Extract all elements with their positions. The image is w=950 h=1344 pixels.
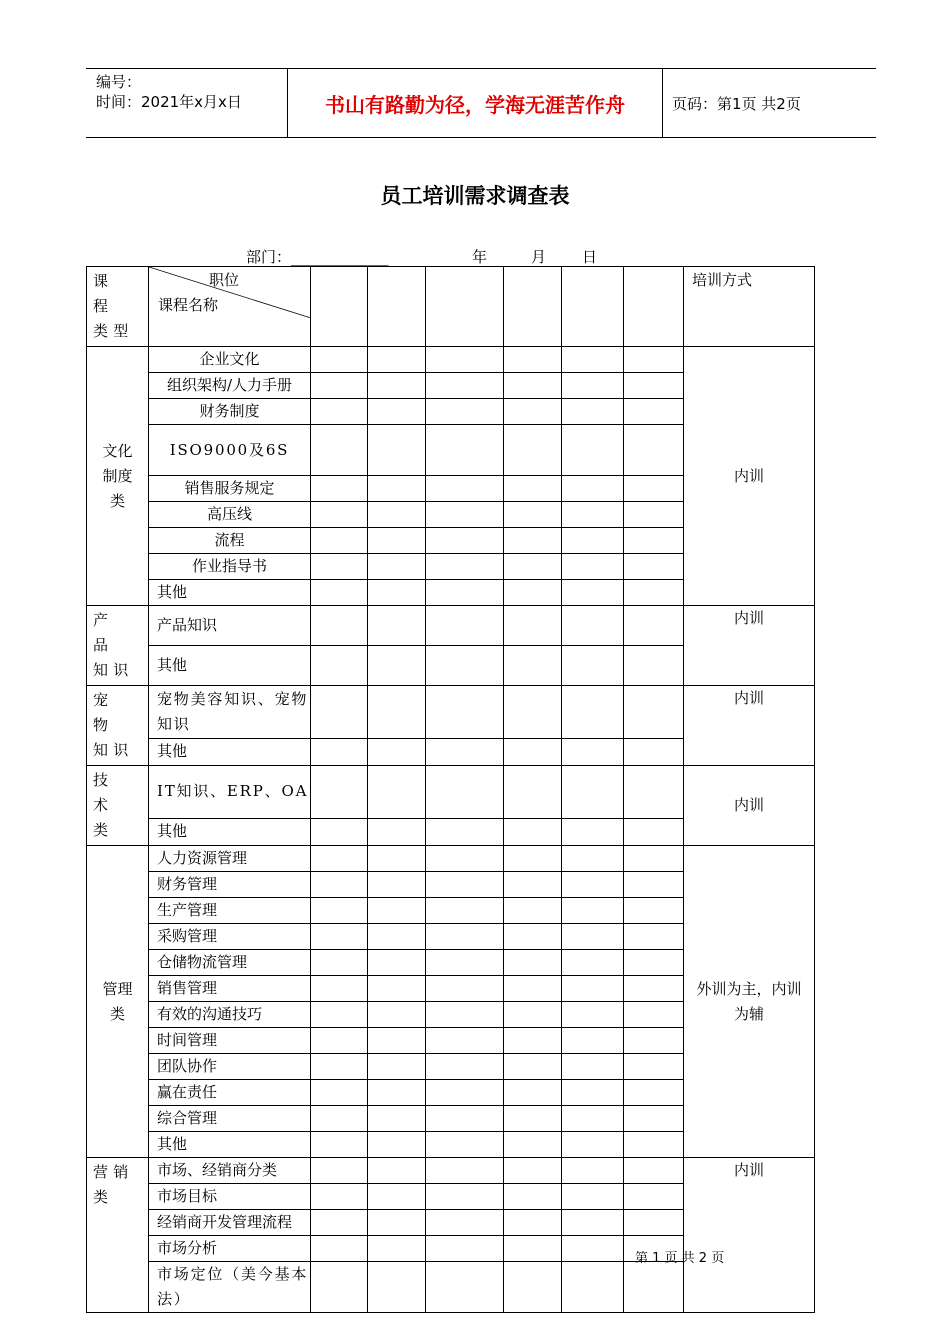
- position-input-cell[interactable]: [562, 1210, 624, 1236]
- course-name: 其他: [149, 1132, 311, 1158]
- position-input-cell[interactable]: [624, 818, 684, 845]
- position-input-cell[interactable]: [562, 399, 624, 425]
- table-row: [87, 606, 815, 646]
- position-input-cell[interactable]: [426, 606, 504, 646]
- position-input-cell[interactable]: [624, 347, 684, 373]
- position-input-cell[interactable]: [426, 646, 504, 686]
- position-input-cell[interactable]: [311, 976, 368, 1002]
- position-input-cell[interactable]: [311, 1184, 368, 1210]
- position-input-cell[interactable]: [504, 399, 562, 425]
- training-method: 内训: [684, 1158, 815, 1313]
- position-input-cell[interactable]: [368, 1080, 426, 1106]
- course-name: 财务制度: [149, 399, 311, 425]
- position-input-cell[interactable]: [624, 766, 684, 819]
- position-input-cell[interactable]: [562, 950, 624, 976]
- position-input-cell[interactable]: [562, 1184, 624, 1210]
- position-input-cell[interactable]: [504, 1106, 562, 1132]
- position-input-cell[interactable]: [311, 1028, 368, 1054]
- course-name: 其他: [149, 738, 311, 765]
- position-input-cell[interactable]: [624, 686, 684, 739]
- position-input-cell[interactable]: [426, 1002, 504, 1028]
- header-date: 时间：2021年x月x日: [96, 93, 242, 111]
- position-input-cell[interactable]: [504, 738, 562, 765]
- position-input-cell[interactable]: [624, 399, 684, 425]
- position-input-cell[interactable]: [504, 1184, 562, 1210]
- position-input-cell[interactable]: [504, 425, 562, 476]
- course-name: 仓储物流管理: [149, 950, 311, 976]
- page-footer: 第 1 页 共 2 页: [635, 1251, 725, 1266]
- position-input-cell[interactable]: [368, 347, 426, 373]
- position-input-cell[interactable]: [562, 872, 624, 898]
- position-input-cell[interactable]: [368, 399, 426, 425]
- position-input-cell[interactable]: [624, 646, 684, 686]
- position-input-cell[interactable]: [562, 554, 624, 580]
- document-title: 员工培训需求调查表: [380, 183, 570, 208]
- position-input-cell[interactable]: [562, 373, 624, 399]
- position-input-cell[interactable]: [624, 425, 684, 476]
- position-input-cell[interactable]: [311, 502, 368, 528]
- position-input-cell[interactable]: [311, 580, 368, 606]
- position-input-cell[interactable]: [562, 738, 624, 765]
- position-input-cell[interactable]: [368, 1236, 426, 1262]
- position-input-cell[interactable]: [426, 373, 504, 399]
- position-input-cell[interactable]: [368, 1054, 426, 1080]
- position-input-cell[interactable]: [624, 1262, 684, 1313]
- position-input-cell[interactable]: [504, 846, 562, 872]
- course-name: 销售管理: [149, 976, 311, 1002]
- position-input-cell[interactable]: [562, 1132, 624, 1158]
- position-input-cell[interactable]: [368, 1184, 426, 1210]
- position-input-cell[interactable]: [504, 898, 562, 924]
- position-input-cell[interactable]: [368, 976, 426, 1002]
- position-input-cell[interactable]: [368, 1028, 426, 1054]
- course-name: 销售服务规定: [149, 476, 311, 502]
- position-input-cell[interactable]: [562, 1262, 624, 1313]
- position-input-cell[interactable]: [504, 502, 562, 528]
- course-name: 宠物美容知识、宠物知识: [149, 686, 311, 739]
- course-name: 生产管理: [149, 898, 311, 924]
- position-input-cell[interactable]: [562, 1158, 624, 1184]
- position-input-cell[interactable]: [562, 898, 624, 924]
- position-input-cell[interactable]: [368, 924, 426, 950]
- date-month: 月: [531, 248, 547, 266]
- position-input-cell[interactable]: [562, 766, 624, 819]
- date-day: 日: [582, 248, 598, 266]
- course-name: 综合管理: [149, 1106, 311, 1132]
- position-input-cell[interactable]: [504, 818, 562, 845]
- position-input-cell[interactable]: [504, 347, 562, 373]
- position-input-cell[interactable]: [311, 399, 368, 425]
- position-input-cell[interactable]: [504, 580, 562, 606]
- position-input-cell[interactable]: [504, 554, 562, 580]
- table-row: [87, 686, 815, 739]
- position-input-cell[interactable]: [368, 606, 426, 646]
- position-input-cell[interactable]: [311, 528, 368, 554]
- position-input-cell[interactable]: [426, 738, 504, 765]
- position-input-cell[interactable]: [624, 950, 684, 976]
- header-position: 职位: [209, 271, 240, 289]
- position-input-cell[interactable]: [311, 1132, 368, 1158]
- position-input-cell[interactable]: [624, 1184, 684, 1210]
- position-input-cell[interactable]: [426, 1054, 504, 1080]
- position-input-cell[interactable]: [426, 976, 504, 1002]
- position-input-cell[interactable]: [624, 373, 684, 399]
- header-left: [96, 72, 242, 112]
- position-input-cell[interactable]: [311, 950, 368, 976]
- position-input-cell[interactable]: [311, 373, 368, 399]
- position-input-cell[interactable]: [562, 976, 624, 1002]
- position-input-cell[interactable]: [368, 1158, 426, 1184]
- position-input-cell[interactable]: [624, 846, 684, 872]
- position-input-cell[interactable]: [562, 502, 624, 528]
- position-input-cell[interactable]: [368, 1132, 426, 1158]
- position-input-cell[interactable]: [562, 1054, 624, 1080]
- position-input-cell[interactable]: [562, 476, 624, 502]
- position-input-cell[interactable]: [368, 766, 426, 819]
- position-input-cell[interactable]: [426, 686, 504, 739]
- position-input-cell[interactable]: [426, 1028, 504, 1054]
- course-name: 高压线: [149, 502, 311, 528]
- position-input-cell[interactable]: [368, 580, 426, 606]
- position-input-cell[interactable]: [562, 846, 624, 872]
- position-input-cell[interactable]: [426, 1184, 504, 1210]
- position-input-cell[interactable]: [311, 898, 368, 924]
- position-input-cell[interactable]: [504, 766, 562, 819]
- position-input-cell[interactable]: [624, 1132, 684, 1158]
- position-input-cell[interactable]: [311, 425, 368, 476]
- position-input-cell[interactable]: [426, 528, 504, 554]
- position-input-cell[interactable]: [624, 1028, 684, 1054]
- position-input-cell[interactable]: [624, 1106, 684, 1132]
- position-input-cell[interactable]: [504, 686, 562, 739]
- position-column-header[interactable]: [624, 267, 684, 347]
- position-input-cell[interactable]: [426, 846, 504, 872]
- course-name: 人力资源管理: [149, 846, 311, 872]
- position-input-cell[interactable]: [426, 1106, 504, 1132]
- position-input-cell[interactable]: [504, 950, 562, 976]
- course-category: 产 品 知识: [87, 606, 149, 686]
- header-course-type: 课 程 类型: [87, 267, 149, 347]
- position-input-cell[interactable]: [562, 425, 624, 476]
- position-input-cell[interactable]: [368, 476, 426, 502]
- position-column-header[interactable]: [426, 267, 504, 347]
- table-header-row: [87, 267, 815, 347]
- position-input-cell[interactable]: [311, 606, 368, 646]
- course-name: 团队协作: [149, 1054, 311, 1080]
- position-input-cell[interactable]: [426, 818, 504, 845]
- course-name: 采购管理: [149, 924, 311, 950]
- position-input-cell[interactable]: [504, 1236, 562, 1262]
- position-input-cell[interactable]: [624, 502, 684, 528]
- position-input-cell[interactable]: [426, 872, 504, 898]
- position-input-cell[interactable]: [562, 580, 624, 606]
- course-category: 营销 类: [87, 1158, 149, 1313]
- position-input-cell[interactable]: [624, 1210, 684, 1236]
- position-input-cell[interactable]: [426, 1236, 504, 1262]
- position-input-cell[interactable]: [504, 1054, 562, 1080]
- position-input-cell[interactable]: [311, 1106, 368, 1132]
- position-input-cell[interactable]: [368, 1002, 426, 1028]
- position-input-cell[interactable]: [504, 373, 562, 399]
- position-input-cell[interactable]: [368, 1262, 426, 1313]
- position-input-cell[interactable]: [368, 872, 426, 898]
- position-input-cell[interactable]: [562, 1080, 624, 1106]
- position-input-cell[interactable]: [311, 1080, 368, 1106]
- position-input-cell[interactable]: [426, 1080, 504, 1106]
- position-input-cell[interactable]: [368, 950, 426, 976]
- position-input-cell[interactable]: [368, 686, 426, 739]
- position-input-cell[interactable]: [624, 1158, 684, 1184]
- position-input-cell[interactable]: [311, 846, 368, 872]
- position-input-cell[interactable]: [426, 924, 504, 950]
- position-input-cell[interactable]: [624, 738, 684, 765]
- course-category: 管理 类: [87, 846, 149, 1158]
- position-input-cell[interactable]: [368, 528, 426, 554]
- training-method: 内训: [684, 766, 815, 846]
- position-input-cell[interactable]: [368, 502, 426, 528]
- course-name: 市场定位（美今基本法）: [149, 1262, 311, 1313]
- position-input-cell[interactable]: [426, 1132, 504, 1158]
- position-input-cell[interactable]: [426, 898, 504, 924]
- table-row: [87, 846, 815, 872]
- position-input-cell[interactable]: [311, 646, 368, 686]
- position-input-cell[interactable]: [624, 1080, 684, 1106]
- course-name: 企业文化: [149, 347, 311, 373]
- position-input-cell[interactable]: [311, 818, 368, 845]
- position-input-cell[interactable]: [311, 347, 368, 373]
- course-category: 技 术 类: [87, 766, 149, 846]
- position-input-cell[interactable]: [624, 554, 684, 580]
- position-input-cell[interactable]: [504, 976, 562, 1002]
- position-input-cell[interactable]: [562, 1106, 624, 1132]
- header-serial: 编号：: [96, 73, 142, 91]
- position-input-cell[interactable]: [368, 425, 426, 476]
- position-input-cell[interactable]: [426, 476, 504, 502]
- position-input-cell[interactable]: [562, 924, 624, 950]
- position-input-cell[interactable]: [504, 1002, 562, 1028]
- course-name: 财务管理: [149, 872, 311, 898]
- position-input-cell[interactable]: [368, 1106, 426, 1132]
- position-input-cell[interactable]: [426, 425, 504, 476]
- training-method: 内训: [684, 686, 815, 766]
- position-input-cell[interactable]: [311, 924, 368, 950]
- course-name: 组织架构/人力手册: [149, 373, 311, 399]
- position-input-cell[interactable]: [624, 1002, 684, 1028]
- header-course-name: 课程名称: [158, 296, 219, 314]
- position-input-cell[interactable]: [504, 1262, 562, 1313]
- course-name: 作业指导书: [149, 554, 311, 580]
- position-input-cell[interactable]: [504, 1028, 562, 1054]
- position-input-cell[interactable]: [562, 1236, 624, 1262]
- position-input-cell[interactable]: [311, 554, 368, 580]
- course-category: 文化 制度 类: [87, 347, 149, 606]
- position-input-cell[interactable]: [311, 1236, 368, 1262]
- position-column-header[interactable]: [311, 267, 368, 347]
- position-input-cell[interactable]: [426, 1158, 504, 1184]
- position-input-cell[interactable]: [562, 1028, 624, 1054]
- position-input-cell[interactable]: [562, 686, 624, 739]
- course-name: 市场分析: [149, 1236, 311, 1262]
- position-input-cell[interactable]: [311, 1210, 368, 1236]
- header-training-method: 培训方式: [684, 267, 815, 347]
- header-page-number: 页码：第1页 共2页: [672, 94, 801, 113]
- position-input-cell[interactable]: [562, 347, 624, 373]
- position-input-cell[interactable]: [311, 476, 368, 502]
- position-input-cell[interactable]: [504, 1132, 562, 1158]
- position-input-cell[interactable]: [311, 1054, 368, 1080]
- course-name: 市场、经销商分类: [149, 1158, 311, 1184]
- course-name: IT知识、ERP、OA: [149, 766, 311, 819]
- position-input-cell[interactable]: [311, 686, 368, 739]
- position-input-cell[interactable]: [624, 528, 684, 554]
- position-input-cell[interactable]: [426, 1262, 504, 1313]
- course-name: 其他: [149, 646, 311, 686]
- position-input-cell[interactable]: [624, 580, 684, 606]
- position-input-cell[interactable]: [624, 976, 684, 1002]
- position-column-header[interactable]: [504, 267, 562, 347]
- course-name: ISO9000及6S: [149, 425, 311, 476]
- position-input-cell[interactable]: [426, 554, 504, 580]
- course-name: 流程: [149, 528, 311, 554]
- course-name: 其他: [149, 580, 311, 606]
- dept-label: 部门：_____________: [246, 248, 389, 266]
- position-input-cell[interactable]: [426, 580, 504, 606]
- position-input-cell[interactable]: [624, 606, 684, 646]
- course-name: 经销商开发管理流程: [149, 1210, 311, 1236]
- position-input-cell[interactable]: [368, 373, 426, 399]
- course-category: 宠 物 知识: [87, 686, 149, 766]
- header-diagonal-cell: [149, 267, 311, 347]
- position-input-cell[interactable]: [426, 950, 504, 976]
- position-input-cell[interactable]: [368, 898, 426, 924]
- position-input-cell[interactable]: [562, 1002, 624, 1028]
- position-input-cell[interactable]: [562, 528, 624, 554]
- position-input-cell[interactable]: [368, 554, 426, 580]
- position-input-cell[interactable]: [562, 646, 624, 686]
- survey-table: [86, 266, 815, 1313]
- position-input-cell[interactable]: [504, 528, 562, 554]
- position-input-cell[interactable]: [624, 898, 684, 924]
- header-motto: 书山有路勤为径，学海无涯苦作舟: [287, 69, 663, 137]
- training-method: 内训: [684, 606, 815, 686]
- position-input-cell[interactable]: [624, 872, 684, 898]
- position-input-cell[interactable]: [311, 766, 368, 819]
- course-name: 赢在责任: [149, 1080, 311, 1106]
- position-input-cell[interactable]: [504, 924, 562, 950]
- position-input-cell[interactable]: [311, 1158, 368, 1184]
- position-input-cell[interactable]: [426, 347, 504, 373]
- table-row: [87, 347, 815, 373]
- position-input-cell[interactable]: [311, 1262, 368, 1313]
- position-input-cell[interactable]: [368, 646, 426, 686]
- course-name: 时间管理: [149, 1028, 311, 1054]
- position-input-cell[interactable]: [311, 1002, 368, 1028]
- course-name: 市场目标: [149, 1184, 311, 1210]
- course-name: 其他: [149, 818, 311, 845]
- position-input-cell[interactable]: [504, 646, 562, 686]
- training-method: 外训为主，内训为辅: [684, 846, 815, 1158]
- position-input-cell[interactable]: [624, 1054, 684, 1080]
- position-input-cell[interactable]: [504, 1210, 562, 1236]
- position-input-cell[interactable]: [426, 399, 504, 425]
- position-column-header[interactable]: [368, 267, 426, 347]
- position-input-cell[interactable]: [368, 1210, 426, 1236]
- position-column-header[interactable]: [562, 267, 624, 347]
- position-input-cell[interactable]: [426, 502, 504, 528]
- date-year: 年: [472, 248, 488, 266]
- position-input-cell[interactable]: [426, 1210, 504, 1236]
- training-method: 内训: [684, 347, 815, 606]
- position-input-cell[interactable]: [624, 476, 684, 502]
- position-input-cell[interactable]: [504, 476, 562, 502]
- position-input-cell[interactable]: [426, 766, 504, 819]
- position-input-cell[interactable]: [504, 606, 562, 646]
- position-input-cell[interactable]: [368, 846, 426, 872]
- page-header: [86, 68, 876, 138]
- course-name: 有效的沟通技巧: [149, 1002, 311, 1028]
- position-input-cell[interactable]: [311, 872, 368, 898]
- position-input-cell[interactable]: [504, 1158, 562, 1184]
- table-row: [87, 766, 815, 819]
- position-input-cell[interactable]: [504, 872, 562, 898]
- position-input-cell[interactable]: [368, 818, 426, 845]
- table-row: [87, 1158, 815, 1184]
- course-name: 产品知识: [149, 606, 311, 646]
- position-input-cell[interactable]: [368, 738, 426, 765]
- position-input-cell[interactable]: [504, 1080, 562, 1106]
- position-input-cell[interactable]: [562, 606, 624, 646]
- position-input-cell[interactable]: [562, 818, 624, 845]
- position-input-cell[interactable]: [624, 924, 684, 950]
- position-input-cell[interactable]: [311, 738, 368, 765]
